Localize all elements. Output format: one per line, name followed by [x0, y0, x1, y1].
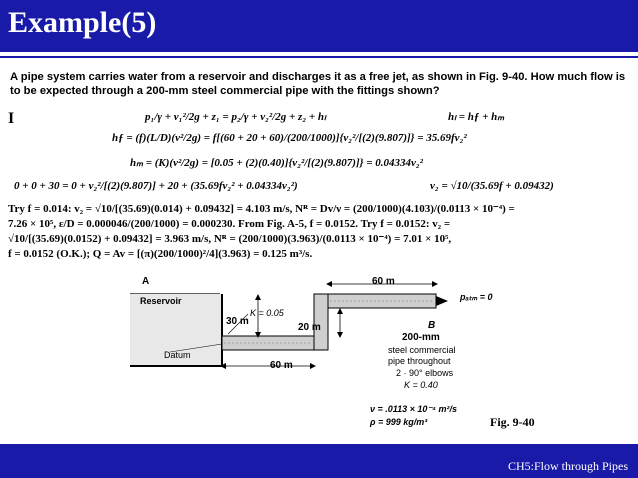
density-label: ρ = 999 kg/m³: [370, 417, 428, 427]
pipe-extent-label: pipe throughout: [388, 356, 451, 366]
height-30m-label: 30 m: [226, 316, 249, 327]
equation-energy: p₁/γ + v₁²/2g + z₁ = p₂/γ + v₂²/2g + z₂ + hₗ: [145, 111, 326, 123]
pipe-material-label: steel commercial: [388, 345, 456, 355]
pipe-diameter-label: 200-mm: [402, 332, 440, 343]
solution-marker: I: [8, 110, 15, 127]
equation-friction: hƒ = (f)(L/D)(v²/2g) = f[(60 + 20 + 60)/(200/1000)]{v₂²/[(2)(9.807)]} = 35.69fv₂²: [112, 132, 467, 144]
equation-headloss: hₗ = hƒ + hₘ: [448, 111, 505, 123]
solution-line-4: f = 0.0152 (O.K.); Q = Av = [(π)(200/1000)²/4](3.963) = 0.125 m³/s.: [8, 248, 313, 260]
datum-label: Datum: [164, 350, 191, 360]
atm-pressure-label: pₐₜₘ = 0: [460, 292, 493, 302]
entrance-k-label: K = 0.05: [250, 308, 284, 318]
slide-title: Example(5): [8, 6, 157, 39]
slide-header: [0, 0, 638, 58]
header-divider: [0, 52, 638, 56]
viscosity-label: ν = .0113 × 10⁻⁴ m²/s: [370, 404, 457, 414]
lower-pipe: [222, 336, 314, 350]
solution-line-3: √10/[(35.69)(0.0152) + 0.09432] = 3.963 m/s, Nᴿ = (200/1000)(3.963)/(0.0113 × 10⁻⁴) = 7.01 × 10⁵,: [8, 233, 452, 245]
figure-caption: Fig. 9-40: [490, 415, 535, 429]
slide-content: [0, 62, 638, 442]
length-60m-bottom-label: 60 m: [270, 360, 293, 371]
reservoir-label: Reservoir: [140, 296, 182, 306]
slide-footer: [0, 444, 638, 478]
point-b-label: B: [428, 320, 436, 331]
equation-velocity: v₂ = √10/(35.69f + 0.09432): [430, 180, 554, 192]
solution-line-1: Try f = 0.014: v₂ = √10/[(35.69)(0.014) + 0.09432] = 4.103 m/s, Nᴿ = Dv/ν = (200/1000)(4.103)/(0.0113 × 10⁻⁴) =: [8, 203, 515, 215]
footer-label: CH5:Flow through Pipes: [507, 459, 628, 473]
elbows-label: 2 · 90° elbows: [396, 368, 454, 378]
height-20m-label: 20 m: [298, 322, 321, 333]
equation-substituted: 0 + 0 + 30 = 0 + v₂²/[(2)(9.807)] + 20 + (35.69fv₂² + 0.04334v₂²): [14, 180, 298, 192]
length-60m-top-label: 60 m: [372, 276, 395, 287]
elbow-k-label: K = 0.40: [404, 380, 438, 390]
problem-statement: A pipe system carries water from a reservoir and discharges it as a free jet, as shown in Fig. 9-40. How much flow is to be expected through a 200-mm steel commercial pipe with the fittings shown?: [10, 71, 626, 97]
equation-minor: hₘ = (K)(v²/2g) = [0.05 + (2)(0.40)]{v₂²/[(2)(9.807)]} = 0.04334v₂²: [130, 157, 423, 169]
point-a-label: A: [142, 276, 150, 287]
solution-line-2: 7.26 × 10⁵, ε/D = 0.000046/(200/1000) = 0.000230. From Fig. A-5, f = 0.0152. Try f = 0.0152: v₂ =: [8, 218, 451, 230]
upper-pipe: [328, 294, 448, 308]
